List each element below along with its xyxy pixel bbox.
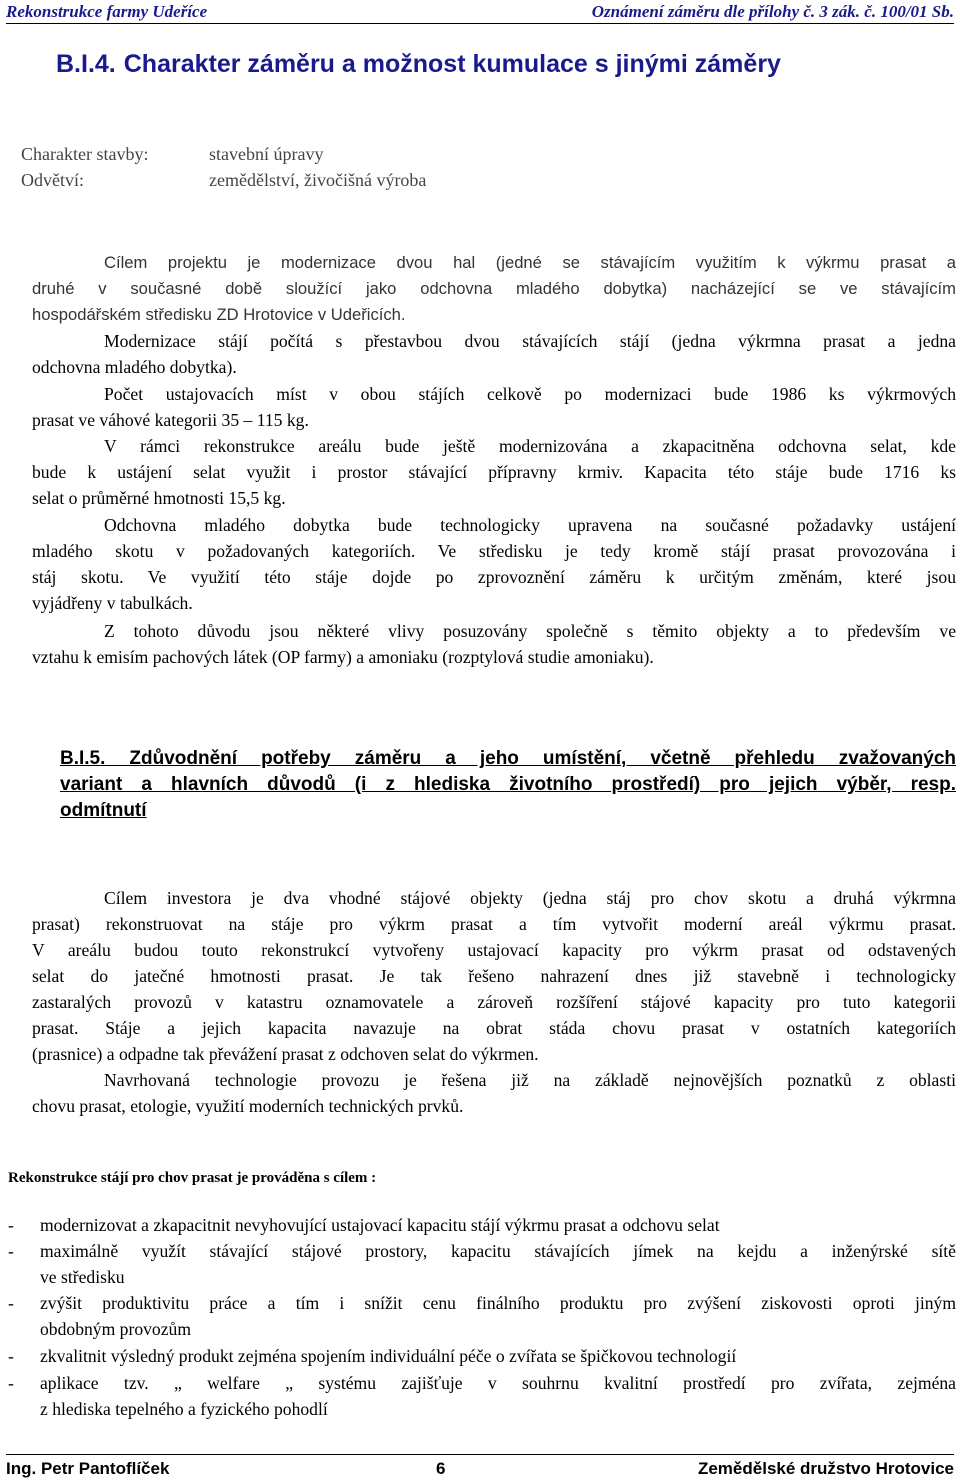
page-header: [6, 2, 954, 24]
paragraph-line: prasat. Stáje a jejich kapacita navazuje na obrat stáda chovu prasat v ostatních kategoriích: [32, 1018, 956, 1038]
list-item: z hlediska tepelného a fyzického pohodlí: [40, 1399, 328, 1419]
section-title: Charakter záměru a možnost kumulace s jinými záměry: [123, 50, 781, 78]
info-value: stavební úpravy: [209, 144, 324, 164]
paragraph-line: Z tohoto důvodu jsou některé vlivy posuzovány společně s těmito objekty a to především ve: [104, 621, 956, 641]
paragraph-line: Cílem projektu je modernizace dvou hal (jedné se stávajícím využitím k výkrmu prasat a: [104, 253, 956, 272]
paragraph-line: prasat ve váhové kategorii 35 – 115 kg.: [32, 410, 309, 430]
list-bullet: -: [8, 1293, 14, 1313]
paragraph-line: vyjádřeny v tabulkách.: [32, 593, 193, 613]
paragraph-line: Počet ustajovacích míst v obou stájích celkově po modernizaci bude 1986 ks výkrmových: [104, 384, 956, 404]
list-item: maximálně využít stávající stájové prostory, kapacitu stávajících jímek na kejdu a inženýrské sítě: [40, 1241, 956, 1261]
paragraph-line: stáj skotu. Ve využití této stáje dojde po zprovoznění záměru k určitým změnám, které jsou: [32, 567, 956, 587]
footer-author: Ing. Petr Pantoflíček: [6, 1459, 170, 1478]
header-document-title: Oznámení záměru dle přílohy č. 3 zák. č. 100/01 Sb.: [591, 2, 954, 21]
list-bullet: -: [8, 1373, 14, 1393]
list-heading: Rekonstrukce stájí pro chov prasat je prováděna s cílem :: [8, 1170, 377, 1186]
paragraph-line: odchovna mladého dobytka).: [32, 357, 237, 377]
paragraph-line: druhé v současné době sloužící jako odchovna mladého dobytka) nacházející se ve stávajícím: [32, 279, 956, 298]
paragraph-line: Navrhovaná technologie provozu je řešena již na základě nejnovějších poznatků z oblasti: [104, 1070, 956, 1090]
list-bullet: -: [8, 1346, 14, 1366]
section-heading-b-i-5: B.I.5. Zdůvodnění potřeby záměru a jeho umístění, včetně přehledu zvažovaných: [60, 748, 956, 769]
paragraph-line: (prasnice) a odpadne tak převážení prasat z odchoven selat do výkrmen.: [32, 1044, 539, 1064]
section-heading-b-i-4: [56, 50, 781, 79]
paragraph-line: Cílem investora je dva vhodné stájové objekty (jedna stáj pro chov skotu a druhá výkrmna: [104, 888, 956, 908]
paragraph-line: chovu prasat, etologie, využití moderních technických prvků.: [32, 1096, 464, 1116]
section-number: B.I.4.: [56, 50, 116, 78]
list-bullet: -: [8, 1241, 14, 1261]
section-heading-b-i-5: variant a hlavních důvodů (i z hlediska životního prostředí) pro jejich výběr, resp.: [60, 774, 956, 795]
paragraph-line: Odchovna mladého dobytka bude technologicky upravena na současné požadavky ustájení: [104, 515, 956, 535]
page-footer: [6, 1454, 954, 1480]
page-number: 6: [436, 1459, 446, 1478]
footer-organization: Zemědělské družstvo Hrotovice: [697, 1459, 954, 1478]
info-value: zemědělství, živočišná výroba: [209, 170, 427, 190]
paragraph-line: V areálu budou touto rekonstrukcí vytvořeny ustajovací kapacity pro výkrm prasat od odstavených: [32, 940, 956, 960]
paragraph-line: hospodářském středisku ZD Hrotovice v Udeřicích.: [32, 305, 406, 324]
paragraph-line: zastaralých provozů v katastru oznamovatele a zároveň rozšíření stájové kapacity pro tuto kategorii: [32, 992, 956, 1012]
paragraph-line: Modernizace stájí počítá s přestavbou dvou stávajících stájí (jedna výkrmna prasat a jedna: [104, 331, 956, 351]
list-item: zvýšit produktivitu práce a tím i snížit cenu finálního produktu pro zvýšení ziskovosti oproti jiným: [40, 1293, 956, 1313]
paragraph-line: mladého skotu v požadovaných kategoriích. Ve středisku je tedy kromě stájí prasat provozována i: [32, 541, 956, 561]
paragraph-line: bude k ustájení selat využit i prostor stávající přípravny krmiv. Kapacita této stáje bude 1716 ks: [32, 462, 956, 482]
paragraph-line: selat do jatečné hmotnosti prasat. Je tak řešeno nahrazení dnes již stavebně i technologicky: [32, 966, 956, 986]
paragraph-line: vztahu k emisím pachových látek (OP farmy) a amoniaku (rozptylová studie amoniaku).: [32, 647, 654, 667]
info-label: Odvětví:: [21, 170, 84, 190]
list-item: aplikace tzv. „ welfare „ systému zajišťuje v souhrnu kvalitní prostředí pro zvířata, zejména: [40, 1373, 956, 1393]
header-project-title: Rekonstrukce farmy Udeříce: [6, 2, 208, 21]
list-item: modernizovat a zkapacitnit nevyhovující ustajovací kapacitu stájí výkrmu prasat a odchovu selat: [40, 1215, 720, 1235]
paragraph-line: selat o průměrné hmotnosti 15,5 kg.: [32, 488, 286, 508]
list-item: zkvalitnit výsledný produkt zejména spojením individuální péče o zvířata se špičkovou technologií: [40, 1346, 737, 1366]
section-heading-b-i-5: odmítnutí: [60, 800, 147, 821]
list-item: obdobným provozům: [40, 1319, 191, 1339]
paragraph-line: prasat) rekonstruovat na stáje pro výkrm prasat a tím vytvořit moderní areál výkrmu prasat.: [32, 914, 956, 934]
info-label: Charakter stavby:: [21, 144, 149, 164]
paragraph-line: V rámci rekonstrukce areálu bude ještě modernizována a zkapacitněna odchovna selat, kde: [104, 436, 956, 456]
list-bullet: -: [8, 1215, 14, 1235]
list-item: ve středisku: [40, 1267, 125, 1287]
